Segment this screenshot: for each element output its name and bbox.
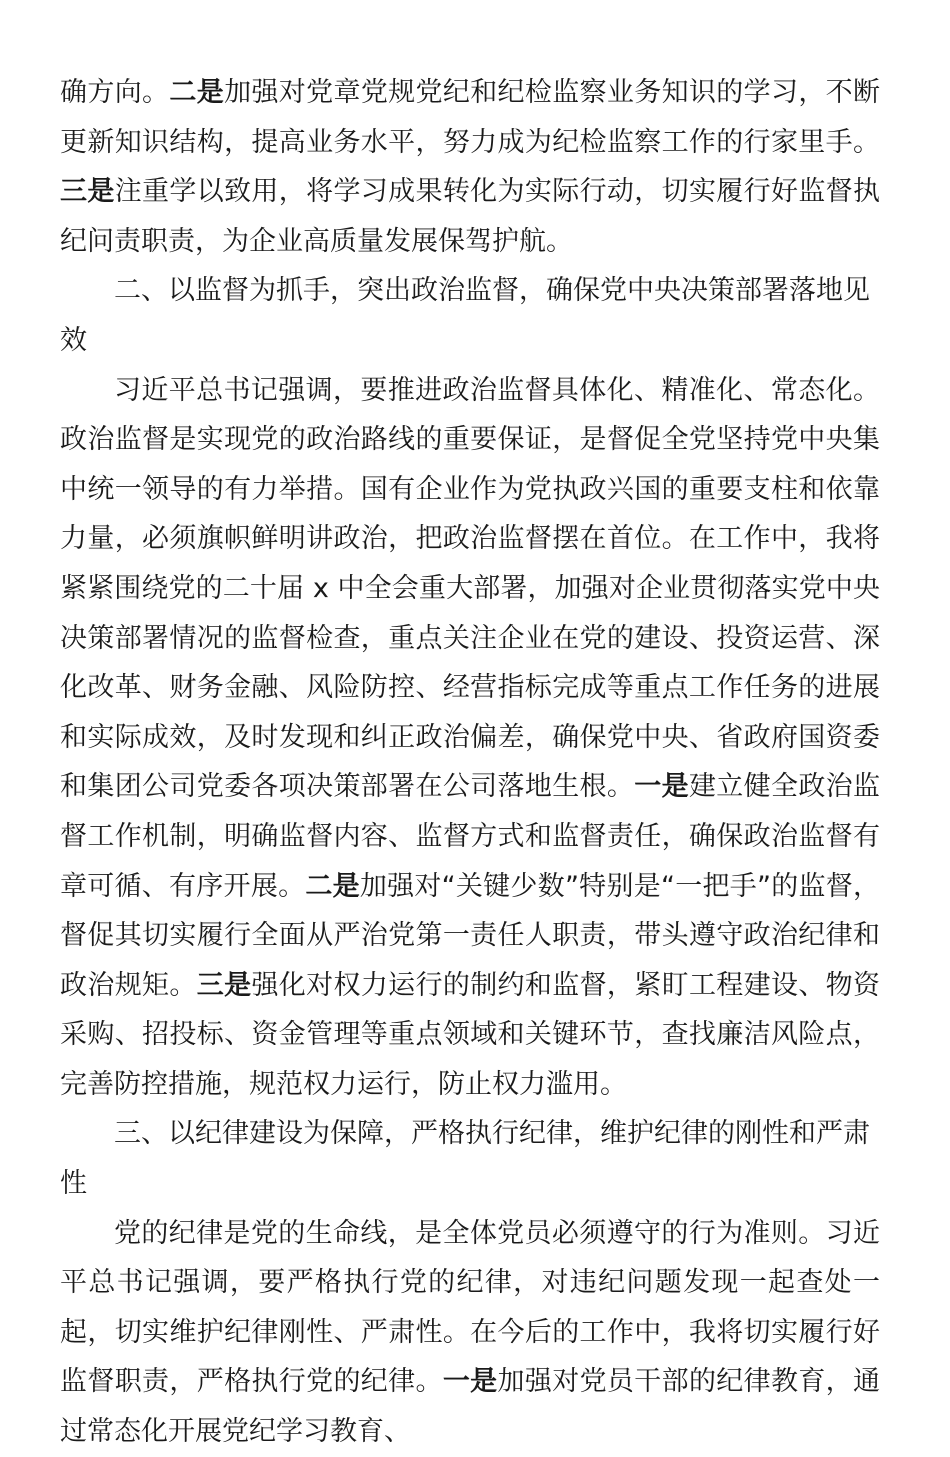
text-segment: 习近平总书记强调，要推进政治监督具体化、精准化、常态化。政治监督是实现党的政治路线的重要保证，是督促全党坚持党中央集中统一领导的有力举措。国有企业作为党执政兴国的重要支柱和依靠力量，必须旗帜鲜明讲政治，把政治监督摆在首位。在工作中，我将紧紧围绕党的二十届 x 中全会重大部署，加强对企业贯彻落实党中央决策部署情况的监督检查，重点关注企业在党的建设、投资运营、深化改革、财务金融、风险防控、经营指标完成等重点工作任务的进展和实际成效，及时发现和纠正政治偏差，确保党中央、省政府国资委和集团公司党委各项决策部署在公司落地生根。 (60, 374, 880, 803)
text-segment: 确方向。 (60, 77, 170, 108)
text-segment: 党的纪律是党的生命线，是全体党员必须遵守的行为准则。习近平总书记强调，要严格执行党的纪律，对违纪问题发现一起查处一起，切实维护纪律刚性、严肃性。在今后的工作中，我将切实履行好监督职责，严格执行党的纪律。 (60, 1217, 880, 1398)
keyword-segment: 三是 (60, 176, 115, 208)
text-segment: 建立健全政治监督工作机制，明确监督内容、监督方式和监督责任，确保政治监督有章可循、有序开展。 (60, 771, 881, 902)
text-segment: 注重学以致用，将学习成果转化为实际行动，切实履行好监督执纪问责职责，为企业高质量发展保驾护航。 (60, 176, 881, 257)
text-segment: 加强对“关键少数”特别是“一把手”的监督，督促其切实履行全面从严治党第一责任人职责，带头遵守政治纪律和政治规矩。 (60, 870, 881, 1001)
paragraph-political-supervision (60, 366, 880, 1110)
keyword-segment: 二是 (305, 870, 360, 902)
paragraph-continuation (60, 68, 880, 266)
keyword-segment: 三是 (196, 969, 252, 1001)
text-segment: 强化对权力运行的制约和监督，紧盯工程建设、物资采购、招投标、资金管理等重点领域和关键环节，查找廉洁风险点，完善防控措施，规范权力运行，防止权力滥用。 (60, 969, 881, 1100)
heading-text: 三、以纪律建设为保障，严格执行纪律，维护纪律的刚性和严肃性 (60, 1118, 870, 1200)
text-segment: 加强对党员干部的纪律教育，通过常态化开展党纪学习教育、 (60, 1366, 881, 1448)
paragraph-discipline (60, 1209, 880, 1457)
section-heading-3 (60, 1109, 880, 1208)
heading-text: 二、以监督为抓手，突出政治监督，确保党中央决策部署落地见效 (60, 275, 870, 356)
keyword-segment: 一是 (634, 771, 689, 803)
keyword-segment: 二是 (169, 77, 225, 108)
document-page (60, 68, 880, 1457)
keyword-segment: 一是 (442, 1366, 498, 1398)
text-segment: 加强对党章党规党纪和纪检监察业务知识的学习，不断更新知识结构，提高业务水平，努力成为纪检监察工作的行家里手。 (60, 77, 881, 158)
section-heading-2 (60, 266, 880, 365)
